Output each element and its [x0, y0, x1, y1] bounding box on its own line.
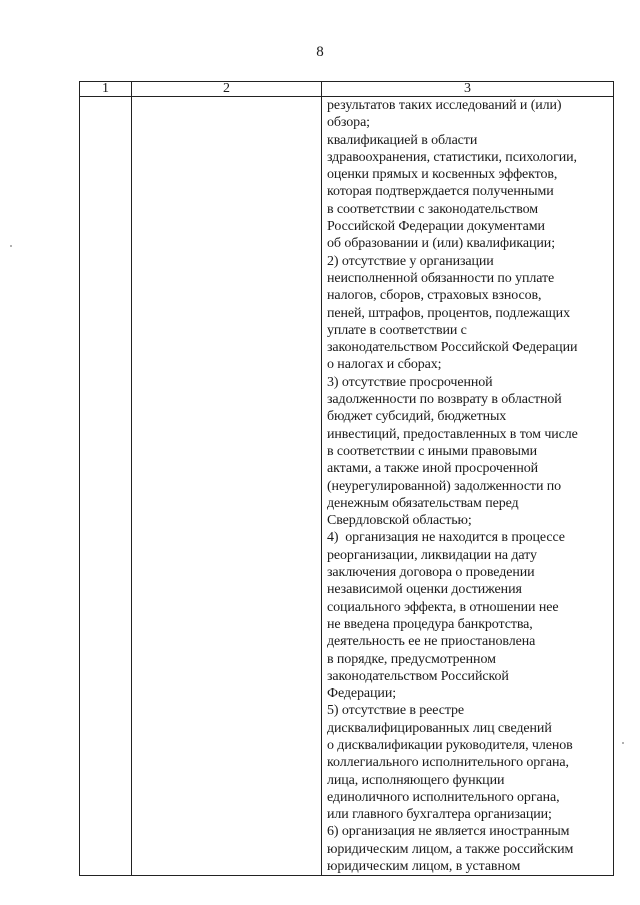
text-line: Российской Федерации документами: [327, 219, 545, 235]
text-line: инвестиций, предоставленных в том числе: [327, 426, 578, 442]
text-line: уплате в соответствии с: [327, 322, 467, 338]
page-number: 8: [316, 44, 324, 60]
text-line: не введена процедура банкротства,: [327, 616, 533, 632]
text-line: о дисквалификации руководителя, членов: [327, 737, 573, 753]
text-line: оценки прямых и косвенных эффектов,: [327, 167, 558, 183]
text-line: налогов, сборов, страховых взносов,: [327, 288, 542, 304]
table-header-row: [80, 82, 614, 97]
text-line: задолженности по возврату в областной: [327, 392, 562, 408]
text-line: коллегиального исполнительного органа,: [327, 755, 569, 771]
text-line: обзора;: [327, 115, 370, 131]
text-line: 3) отсутствие просроченной: [327, 374, 493, 390]
text-line: законодательством Российской Федерации: [327, 340, 578, 356]
text-line: 5) отсутствие в реестре: [327, 703, 465, 719]
text-line: лица, исполняющего функции: [327, 772, 505, 788]
text-line: неисполненной обязанности по уплате: [327, 270, 555, 286]
text-line: квалификацией в области: [327, 132, 478, 148]
text-line: о налогах и сборах;: [327, 357, 442, 373]
text-line: юридическим лицом, а также российским: [327, 841, 574, 857]
text-line: актами, а также иной просроченной: [327, 461, 539, 477]
cell-col-3: [322, 97, 614, 876]
scan-speck: [622, 742, 624, 744]
text-line: в соответствии с законодательством: [327, 201, 539, 217]
text-line: денежным обязательствам перед: [327, 495, 519, 511]
text-line: законодательством Российской: [327, 668, 509, 684]
text-line: которая подтверждается полученными: [327, 184, 554, 200]
text-line: заключения договора о проведении: [327, 565, 535, 581]
scan-speck: [10, 245, 12, 247]
text-line: здравоохранения, статистики, психологии,: [327, 149, 577, 165]
text-line: или главного бухгалтера организации;: [327, 807, 552, 823]
text-line: Свердловской областью;: [327, 513, 472, 529]
text-line: деятельность ее не приостановлена: [327, 634, 536, 650]
text-line: 2) отсутствие у организации: [327, 253, 494, 269]
text-line: об образовании и (или) квалификации;: [327, 236, 555, 252]
text-line: 6) организация не является иностранным: [327, 824, 570, 840]
text-line: результатов таких исследований и (или): [327, 98, 562, 113]
text-line: единоличного исполнительного органа,: [327, 789, 560, 805]
text-line: социального эффекта, в отношении нее: [327, 599, 559, 615]
text-line: юридическим лицом, в уставном: [327, 859, 521, 875]
text-line: в соответствии с иными правовыми: [327, 443, 538, 459]
text-line: дисквалифицированных лиц сведений: [327, 720, 552, 736]
table-row: [80, 97, 614, 876]
requirements-text: [322, 97, 613, 875]
text-line: Федерации;: [327, 686, 397, 702]
cell-col-1: [80, 97, 132, 876]
content-table: [79, 81, 614, 876]
text-line: бюджет субсидий, бюджетных: [327, 409, 507, 425]
cell-col-2: [132, 97, 322, 876]
text-line: пеней, штрафов, процентов, подлежащих: [327, 305, 570, 321]
column-header-1: 1: [80, 82, 132, 97]
column-header-2: 2: [132, 82, 322, 97]
text-line: (неурегулированной) задолженности по: [327, 478, 562, 494]
text-line: 4) организация не находится в процессе: [327, 530, 565, 546]
column-header-3: 3: [322, 82, 614, 97]
text-line: независимой оценки достижения: [327, 582, 522, 598]
text-line: в порядке, предусмотренном: [327, 651, 496, 667]
text-line: реорганизации, ликвидации на дату: [327, 547, 537, 563]
